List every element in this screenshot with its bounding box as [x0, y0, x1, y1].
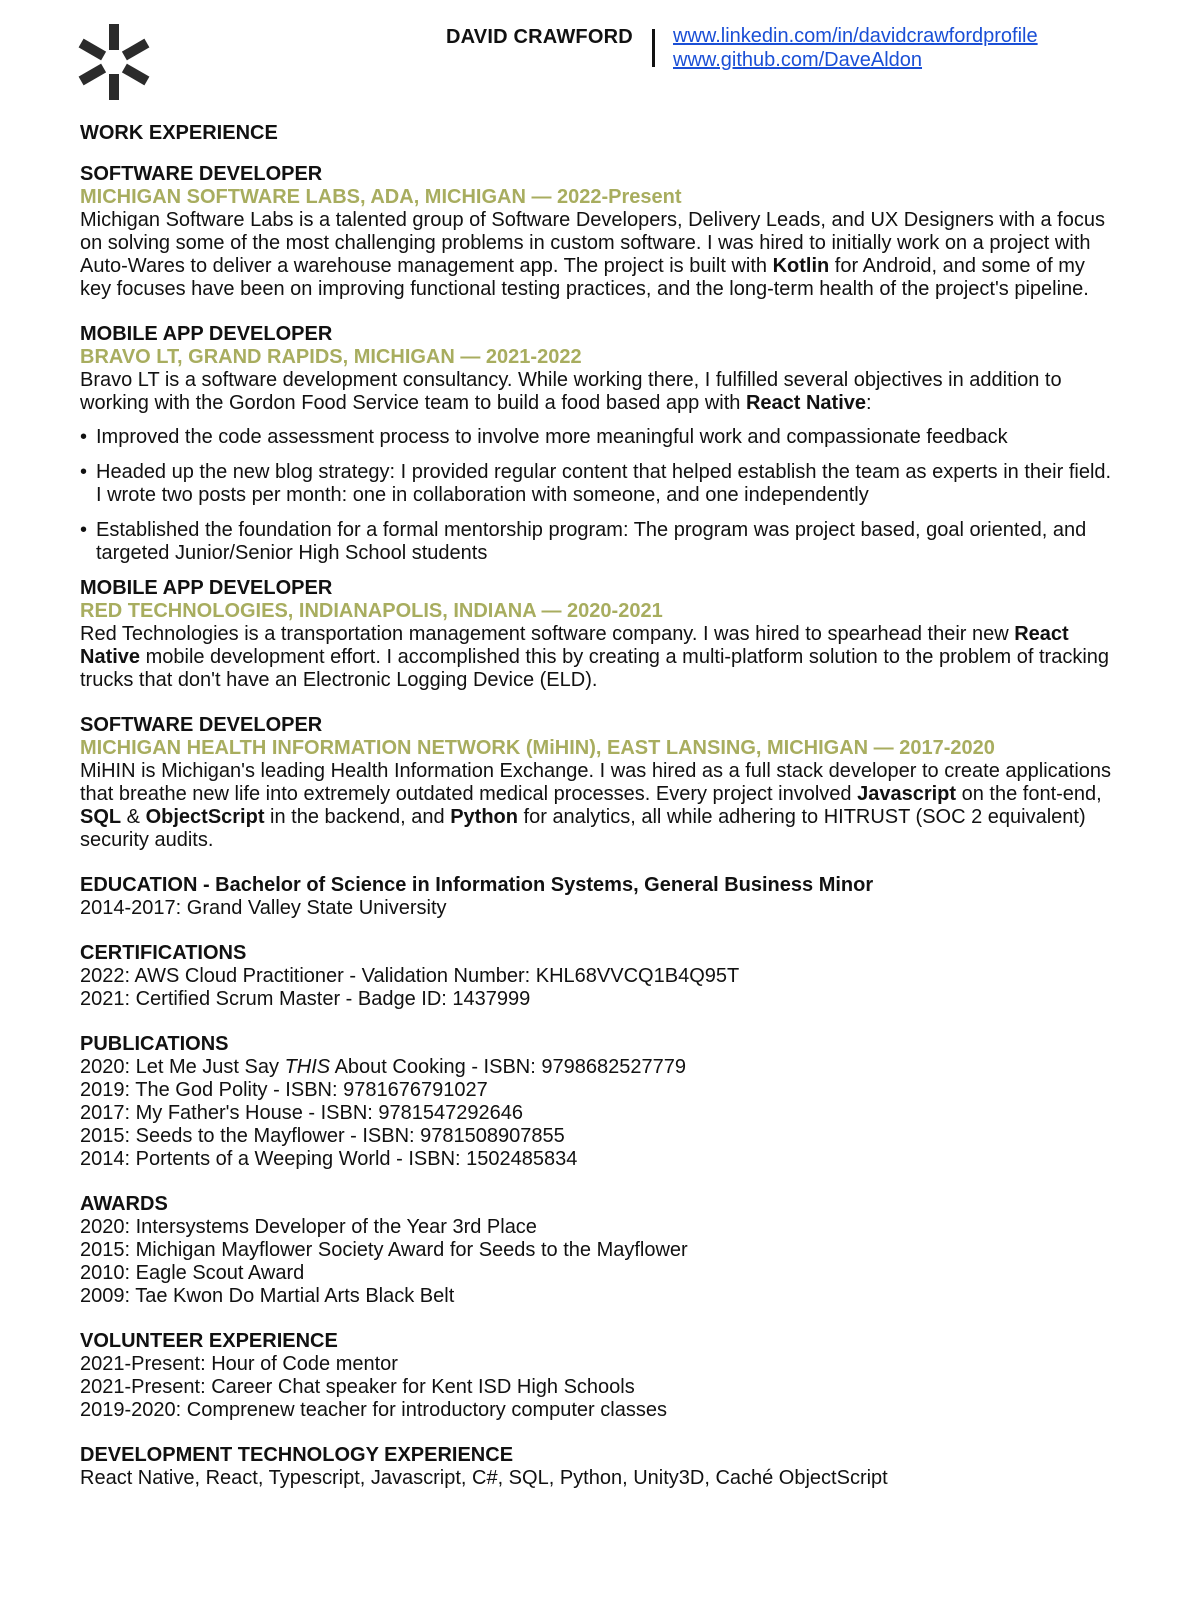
- list-item: 2022: AWS Cloud Practitioner - Validation Number: KHL68VVCQ1B4Q95T: [80, 965, 740, 987]
- list-item: 2021-Present: Career Chat speaker for Kent ISD High Schools: [80, 1376, 635, 1398]
- list-item: 2015: Michigan Mayflower Society Award for Seeds to the Mayflower: [80, 1239, 688, 1261]
- header-links: [673, 24, 1038, 72]
- volunteer-section: [80, 1330, 1120, 1422]
- education-heading: EDUCATION - Bachelor of Science in Information Systems, General Business Minor: [80, 874, 874, 896]
- awards-heading: AWARDS: [80, 1193, 168, 1215]
- awards-section: [80, 1193, 1120, 1308]
- job-title: SOFTWARE DEVELOPER: [80, 714, 323, 736]
- job-org: BRAVO LT, GRAND RAPIDS, MICHIGAN — 2021-2022: [80, 346, 582, 368]
- job-title: MOBILE APP DEVELOPER: [80, 577, 333, 599]
- volunteer-heading: VOLUNTEER EXPERIENCE: [80, 1330, 338, 1352]
- education-line: 2014-2017: Grand Valley State University: [80, 897, 447, 919]
- resume-body: [80, 122, 1120, 1490]
- job-entry: [80, 323, 1120, 565]
- publications-section: [80, 1033, 1120, 1171]
- education-section: [80, 874, 1120, 920]
- list-item: • Headed up the new blog strategy: I provided regular content that helped establish the team as experts in their field. I wrote two posts per month: one in collaboration with someone, and one independently: [80, 461, 1120, 507]
- list-item: • Established the foundation for a formal mentorship program: The program was project based, goal oriented, and targeted Junior/Senior High School students: [80, 519, 1120, 565]
- job-title: MOBILE APP DEVELOPER: [80, 323, 333, 345]
- tech-line: React Native, React, Typescript, Javascript, C#, SQL, Python, Unity3D, Caché ObjectScript: [80, 1467, 888, 1489]
- list-item: 2019-2020: Comprenew teacher for introductory computer classes: [80, 1399, 667, 1421]
- list-item: 2020: Intersystems Developer of the Year 3rd Place: [80, 1216, 537, 1238]
- job-description: Michigan Software Labs is a talented group of Software Developers, Delivery Leads, and UX Designers with a focus on solving some of the most challenging problems in custom software. I was hired to initially work on a project with Auto-Wares to deliver a warehouse management app. The project is built with Kotlin for Android, and some of my key focuses have been on improving functional testing practices, and the long-term health of the project's pipeline.: [80, 209, 1105, 300]
- list-item: 2019: The God Polity - ISBN: 9781676791027: [80, 1079, 488, 1101]
- job-description: MiHIN is Michigan's leading Health Information Exchange. I was hired as a full stack developer to create applications that breathe new life into extremely outdated medical processes. Every project involved Javascript on the font-end, SQL & ObjectScript in the backend, and Python for analytics, all while adhering to HITRUST (SOC 2 equivalent) security audits.: [80, 760, 1112, 851]
- job-entry: [80, 577, 1120, 692]
- publications-heading: PUBLICATIONS: [80, 1033, 229, 1055]
- job-description: Red Technologies is a transportation management software company. I was hired to spearhead their new React Native mobile development effort. I accomplished this by creating a multi-platform solution to the problem of tracking trucks that don't have an Electronic Logging Device (ELD).: [80, 623, 1110, 691]
- github-link[interactable]: www.github.com/DaveAldon: [673, 49, 923, 71]
- list-item: 2015: Seeds to the Mayflower - ISBN: 9781508907855: [80, 1125, 565, 1147]
- header-divider: [652, 29, 655, 67]
- tech-heading: DEVELOPMENT TECHNOLOGY EXPERIENCE: [80, 1444, 514, 1466]
- list-item: 2010: Eagle Scout Award: [80, 1262, 305, 1284]
- job-bullets: [80, 426, 1120, 565]
- tech-section: [80, 1444, 1120, 1490]
- list-item: 2020: Let Me Just Say THIS About Cooking - ISBN: 9798682527779: [80, 1056, 686, 1078]
- work-experience-heading: WORK EXPERIENCE: [80, 122, 278, 144]
- list-item: 2009: Tae Kwon Do Martial Arts Black Belt: [80, 1285, 455, 1307]
- certifications-section: [80, 942, 1120, 1011]
- list-item: 2021-Present: Hour of Code mentor: [80, 1353, 398, 1375]
- job-org: MICHIGAN SOFTWARE LABS, ADA, MICHIGAN — 2022-Present: [80, 186, 682, 208]
- asterisk-logo-icon: [76, 22, 152, 102]
- list-item: 2014: Portents of a Weeping World - ISBN: 1502485834: [80, 1148, 578, 1170]
- job-entry: [80, 714, 1120, 852]
- job-org: MICHIGAN HEALTH INFORMATION NETWORK (MiHIN), EAST LANSING, MICHIGAN — 2017-2020: [80, 737, 995, 759]
- job-entry: [80, 163, 1120, 301]
- list-item: • Improved the code assessment process to involve more meaningful work and compassionate feedback: [80, 426, 1120, 449]
- linkedin-link[interactable]: www.linkedin.com/in/davidcrawfordprofile: [673, 25, 1038, 47]
- job-org: RED TECHNOLOGIES, INDIANAPOLIS, INDIANA — 2020-2021: [80, 600, 663, 622]
- job-description: Bravo LT is a software development consultancy. While working there, I fulfilled several objectives in addition to working with the Gordon Food Service team to build a food based app with React Native:: [80, 369, 1062, 414]
- list-item: 2017: My Father's House - ISBN: 9781547292646: [80, 1102, 523, 1124]
- certifications-heading: CERTIFICATIONS: [80, 942, 247, 964]
- header-name: DAVID CRAWFORD: [446, 26, 633, 48]
- job-title: SOFTWARE DEVELOPER: [80, 163, 323, 185]
- list-item: 2021: Certified Scrum Master - Badge ID: 1437999: [80, 988, 531, 1010]
